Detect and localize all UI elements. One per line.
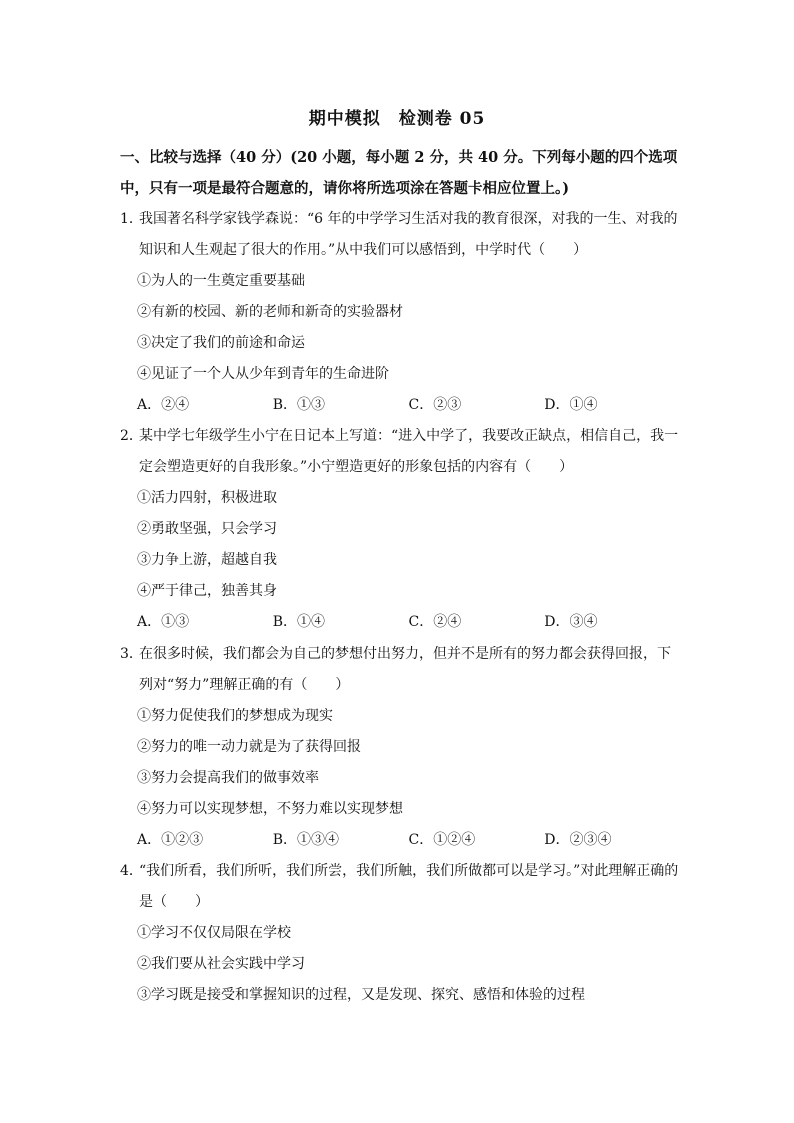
choice-c[interactable]: C．②③ bbox=[408, 397, 462, 413]
question-text: 我国著名科学家钱学森说：“6 年的中学学习生活对我的教育很深，对我的一生、对我的知识和人生观起了很大的作用。”从中我们可以感悟到，中学时代（ ） bbox=[139, 211, 678, 258]
question-stem bbox=[120, 856, 680, 918]
option-item: ②勇敢坚强，只会学习 bbox=[137, 521, 277, 537]
choice-d[interactable]: D．①④ bbox=[544, 397, 598, 413]
option-item: ④严于律己，独善其身 bbox=[137, 583, 277, 599]
option-item: ②我们要从社会实践中学习 bbox=[137, 956, 305, 972]
choice-b[interactable]: B．①③ bbox=[272, 397, 326, 413]
choice-d[interactable]: D．②③④ bbox=[544, 832, 612, 848]
option-item: ①学习不仅仅局限在学校 bbox=[137, 925, 291, 941]
choice-c[interactable]: C．①②④ bbox=[408, 832, 476, 848]
option-item: ③力争上游，超越自我 bbox=[137, 552, 277, 568]
question-text: “我们所看，我们所听，我们所尝，我们所触，我们所做都可以是学习。”对此理解正确的是（ ） bbox=[139, 863, 679, 910]
option-item: ③学习既是接受和掌握知识的过程，又是发现、探究、感悟和体验的过程 bbox=[137, 987, 585, 1003]
question-1 bbox=[120, 204, 680, 421]
choice-c[interactable]: C．②④ bbox=[408, 614, 462, 630]
choice-a[interactable]: A．①②③ bbox=[137, 832, 204, 848]
answer-choices bbox=[120, 825, 680, 856]
question-4 bbox=[120, 856, 680, 1011]
choice-d[interactable]: D．③④ bbox=[544, 614, 598, 630]
option-item: ③努力会提高我们的做事效率 bbox=[137, 770, 319, 786]
question-number: 2． bbox=[120, 428, 143, 444]
choice-a[interactable]: A．②④ bbox=[137, 397, 190, 413]
option-item: ①努力促使我们的梦想成为现实 bbox=[137, 708, 333, 724]
answer-choices bbox=[120, 607, 680, 638]
option-item: ①活力四射，积极进取 bbox=[137, 490, 277, 506]
option-item: ④见证了一个人从少年到青年的生命进阶 bbox=[137, 366, 389, 382]
question-2 bbox=[120, 421, 680, 638]
option-item: ②有新的校园、新的老师和新奇的实验器材 bbox=[137, 304, 403, 320]
choice-b[interactable]: B．①③④ bbox=[272, 832, 340, 848]
choice-a[interactable]: A．①③ bbox=[137, 614, 190, 630]
question-number: 3． bbox=[120, 646, 143, 662]
question-stem bbox=[120, 639, 680, 701]
page-title: 期中模拟 检测卷 05 bbox=[308, 109, 486, 129]
option-item: ③决定了我们的前途和命运 bbox=[137, 335, 305, 351]
question-3 bbox=[120, 639, 680, 856]
question-text: 某中学七年级学生小宁在日记本上写道：“进入中学了，我要改正缺点，相信自己，我一定会塑造更好的自我形象。”小宁塑造更好的形象包括的内容有（ ） bbox=[139, 428, 679, 475]
question-number: 4． bbox=[120, 863, 143, 879]
question-number: 1． bbox=[120, 211, 143, 227]
question-stem bbox=[120, 204, 680, 266]
section-heading: 一、比较与选择（40 分）(20 小题，每小题 2 分，共 40 分。下列每小题的四个选项中，只有一项是最符合题意的，请你将所选项涂在答题卡相应位置上。) bbox=[120, 149, 678, 197]
option-item: ②努力的唯一动力就是为了获得回报 bbox=[137, 739, 361, 755]
question-stem bbox=[120, 421, 680, 483]
choice-b[interactable]: B．①④ bbox=[272, 614, 326, 630]
option-item: ④努力可以实现梦想，不努力难以实现梦想 bbox=[137, 801, 403, 817]
answer-choices bbox=[120, 390, 680, 421]
question-text: 在很多时候，我们都会为自己的梦想付出努力，但并不是所有的努力都会获得回报，下列对“努力”理解正确的有（ ） bbox=[139, 646, 671, 693]
option-item: ①为人的一生奠定重要基础 bbox=[137, 273, 305, 289]
